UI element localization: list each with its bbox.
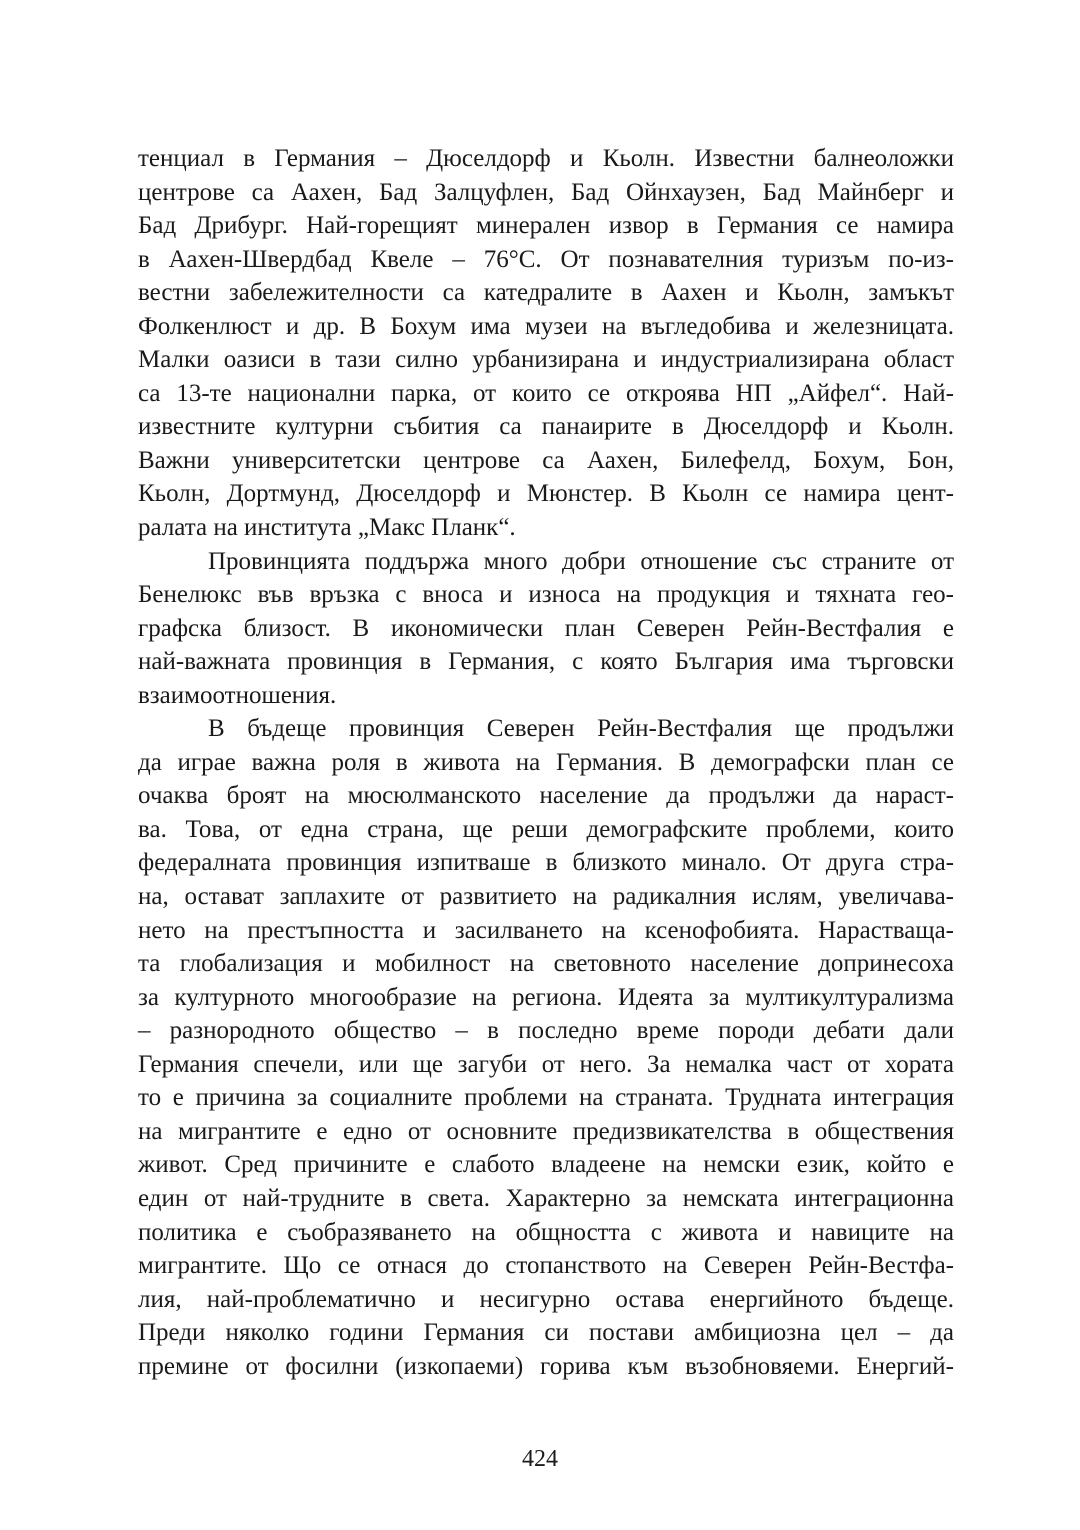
text-line: Кьолн, Дортмунд, Дюселдорф и Мюнстер. В Кьолн се намира цент-: [138, 480, 954, 508]
text-line: на мигрантите е едно от основните предизвикателства в обществения: [138, 1117, 954, 1145]
text-line: федералната провинция изпитваше в близкото минало. От друга стра-: [138, 849, 954, 877]
text-line: един от най-трудните в света. Характерно за немската интеграционна: [138, 1184, 954, 1212]
text-line: взаимоотношения.: [138, 681, 337, 709]
text-line: са 13-те национални парка, от които се откроява НП „Айфел“. Най-: [138, 379, 954, 407]
text-line: нето на престъпността и засилването на ксенофобията. Нарастваща-: [138, 916, 954, 944]
text-line: та глобализация и мобилност на световното население допринесоха: [138, 950, 954, 978]
paragraph-1: [138, 142, 954, 545]
text-line: на, остават заплахите от развитието на радикалния ислям, увеличава-: [138, 883, 954, 911]
text-line: политика е съобразяването на общността с живота и навиците на: [138, 1218, 954, 1246]
text-line: Германия спечели, или ще загуби от него. За немалка част от хората: [138, 1050, 954, 1078]
text-line: графска близост. В икономически план Северен Рейн-Вестфалия е: [138, 614, 954, 642]
text-line: центрове са Аахен, Бад Залцуфлен, Бад Ойнхаузен, Бад Майнберг и: [138, 178, 954, 206]
page-body: [138, 142, 954, 1383]
text-line: за културното многообразие на региона. Идеята за мултикултурализма: [138, 983, 954, 1011]
text-line: ралата на института „Макс Планк“.: [138, 514, 516, 542]
text-line: лия, най-проблематично и несигурно остава енергийното бъдеще.: [138, 1285, 954, 1313]
text-line: Провинцията поддържа много добри отношение със страните от: [208, 547, 954, 575]
text-line: Малки оазиси в тази силно урбанизирана и индустриализирана област: [138, 346, 954, 374]
text-line: – разнородното общество – в последно време породи дебати дали: [138, 1017, 954, 1045]
text-line: в Аахен-Швердбад Квеле – 76°С. От познавателния туризъм по-из-: [138, 245, 954, 273]
text-line: Бенелюкс във връзка с вноса и износа на продукция и тяхната гео-: [138, 581, 954, 609]
paragraph-3: [138, 712, 954, 1383]
text-line: най-важната провинция в Германия, с която България има търговски: [138, 648, 954, 676]
text-line: Бад Дрибург. Най-горещият минерален извор в Германия се намира: [138, 212, 954, 240]
text-line: да играе важна роля в живота на Германия. В демографски план се: [138, 748, 954, 776]
text-line: тенциал в Германия – Дюселдорф и Кьолн. Известни балнеоложки: [138, 145, 954, 172]
text-line: премине от фосилни (изкопаеми) горива към възобновяеми. Енергий-: [138, 1352, 954, 1380]
text-line: вестни забележителности са катедралите в Аахен и Кьолн, замъкът: [138, 279, 954, 307]
text-line: ва. Това, от една страна, ще реши демографските проблеми, които: [138, 815, 954, 843]
text-line: живот. Сред причините е слабото владеене на немски език, който е: [138, 1151, 954, 1179]
text-line: мигрантите. Що се отнася до стопанството на Северен Рейн-Вестфа-: [138, 1252, 954, 1280]
paragraph-2: [138, 545, 954, 713]
text-line: очаква броят на мюсюлманското население да продължи да нараст-: [138, 782, 954, 810]
text-line: известните културни събития са панаирите в Дюселдорф и Кьолн.: [138, 413, 954, 441]
text-line: В бъдеще провинция Северен Рейн-Вестфалия ще продължи: [208, 715, 954, 743]
text-line: Важни университетски центрове са Аахен, Билефелд, Бохум, Бон,: [138, 446, 954, 474]
text-line: Преди няколко години Германия си постави амбициозна цел – да: [138, 1319, 954, 1347]
page-number: 424: [522, 1446, 558, 1472]
text-line: то е причина за социалните проблеми на страната. Трудната интеграция: [138, 1084, 954, 1112]
text-line: Фолкенлюст и др. В Бохум има музеи на въгледобива и железницата.: [138, 312, 954, 340]
